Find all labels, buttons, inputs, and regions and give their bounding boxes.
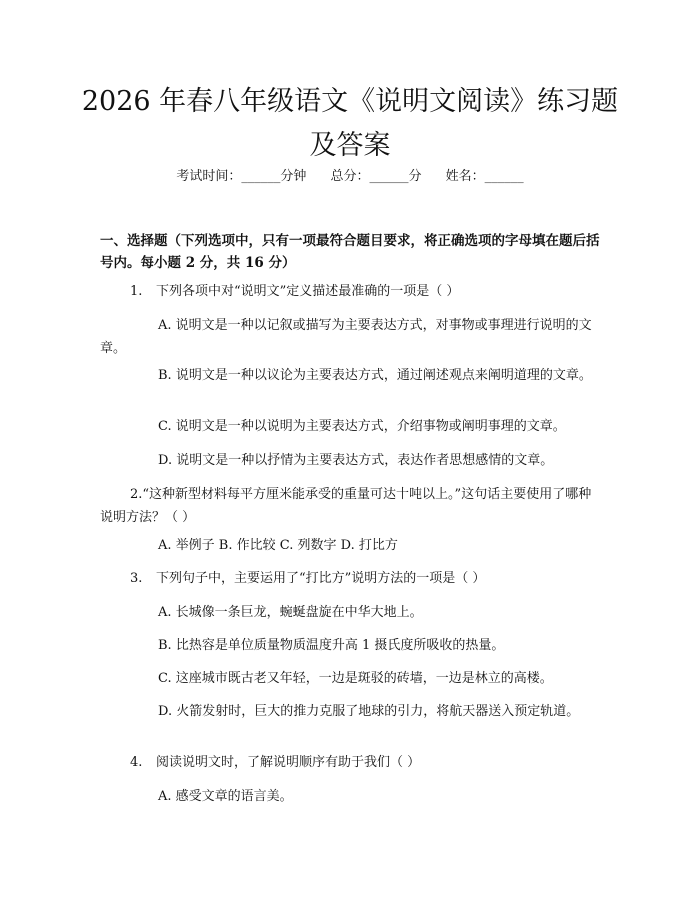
question-4 [130,751,600,774]
q3-option-c: C. 这座城市既古老又年轻，一边是斑驳的砖墙，一边是林立的高楼。 [158,671,553,686]
title-line-2: 及答案 [309,130,391,161]
section-heading: 一、选择题（下列选项中，只有一项最符合题目要求，将正确选项的字母填在题后括号内。每小题 2 分，共 16 分） [100,233,600,271]
question-number: 4. [130,755,143,770]
student-name: 姓名：______ [445,169,524,184]
q1-option-a: A. 说明文是一种以记叙或描写为主要表达方式，对事物或事理进行说明的文章。 [100,318,592,356]
question-stem: 阅读说明文时，了解说明顺序有助于我们（ ） [156,755,421,770]
exam-meta [0,168,700,186]
question-1 [130,280,600,303]
question-2 [100,483,600,529]
question-number: 3. [130,571,143,586]
question-stem: 下列句子中，主要运用了“打比方”说明方法的一项是（ ） [156,571,486,586]
q3-option-d: D. 火箭发射时，巨大的推力克服了地球的引力，将航天器送入预定轨道。 [158,704,580,719]
document-title [60,80,640,168]
q3-option-b: B. 比热容是单位质量物质温度升高 1 摄氏度所吸收的热量。 [158,638,505,653]
question-stem: 下列各项中对“说明文”定义描述最准确的一项是（ ） [156,284,460,299]
question-number: 2. [130,487,143,502]
question-stem: “这种新型材料每平方厘米能承受的重量可达十吨以上。”这句话主要使用了哪种说明方法？（ ） [100,487,592,525]
question-3 [130,567,600,590]
q4-option-a: A. 感受文章的语言美。 [158,789,293,804]
exam-score: 总分：______分 [330,169,422,184]
q1-option-c: C. 说明文是一种以说明为主要表达方式，介绍事物或阐明事理的文章。 [158,419,566,434]
exam-time: 考试时间：______分钟 [176,169,307,184]
q1-option-d: D. 说明文是一种以抒情为主要表达方式，表达作者思想感情的文章。 [158,453,554,468]
q1-option-b: B. 说明文是一种以议论为主要表达方式，通过阐述观点来阐明道理的文章。 [158,368,592,383]
title-line-1: 2026 年春八年级语文《说明文阅读》练习题 [81,86,619,117]
q3-option-a: A. 长城像一条巨龙，蜿蜒盘旋在中华大地上。 [158,605,423,620]
question-number: 1. [130,284,143,299]
q2-options: A. 举例子 B. 作比较 C. 列数字 D. 打比方 [158,538,398,553]
